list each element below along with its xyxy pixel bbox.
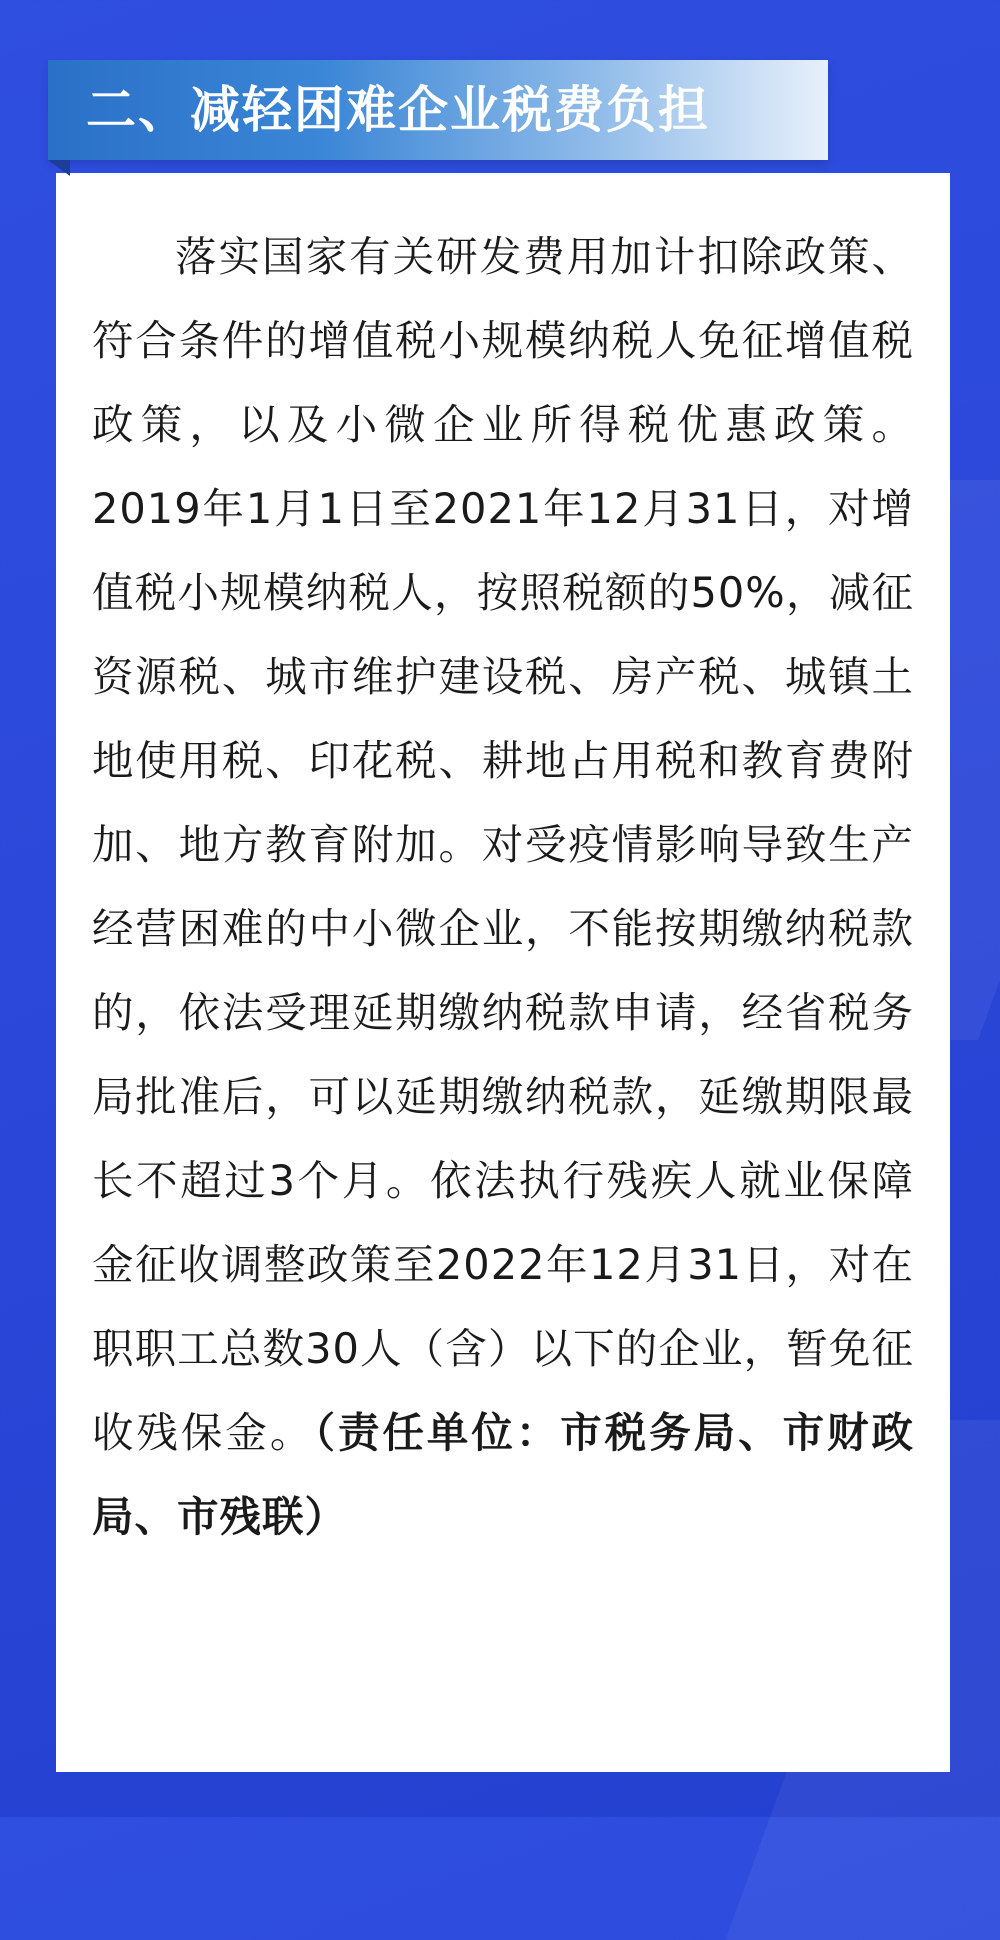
policy-paragraph [92,215,914,1559]
section-title-banner [48,60,828,160]
section-title: 二、减轻困难企业税费负担 [86,81,710,139]
content-card [56,173,950,1772]
policy-body-text: 落实国家有关研发费用加计扣除政策、符合条件的增值税小规模纳税人免征增值税政策，以及小微企业所得税优惠政策。2019年1月1日至2021年12月31日，对增值税小规模纳税人，按照税额的50%，减征资源税、城市维护建设税、房产税、城镇土地使用税、印花税、耕地占用税和教育费附加、地方教育附加。对受疫情影响导致生产经营困难的中小微企业，不能按期缴纳税款的，依法受理延期缴纳税款申请，经省税务局批准后，可以延期缴纳税款，延缴期限最长不超过3个月。依法执行残疾人就业保障金征收调整政策至2022年12月31日，对在职职工总数30人（含）以下的企业，暂免征收残保金。 [92,232,914,1457]
responsible-units: （责任单位：市税务局、市财政局、市残联） [92,1408,914,1541]
